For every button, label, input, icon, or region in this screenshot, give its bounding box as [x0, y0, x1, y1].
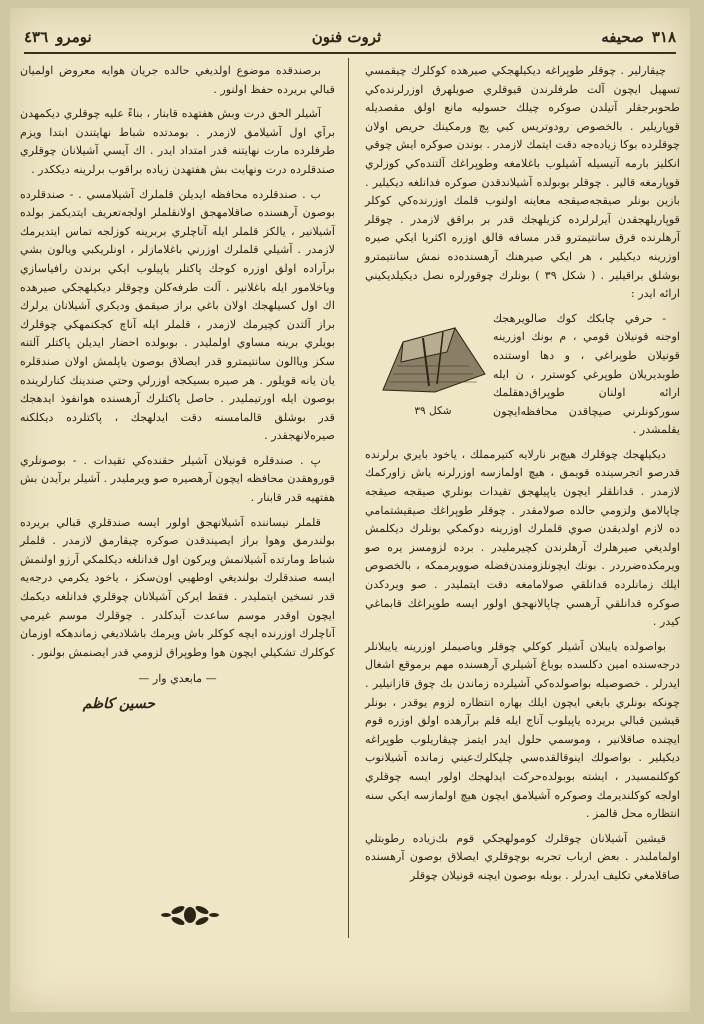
page-header — [24, 22, 676, 54]
page-label: صحيفه — [601, 28, 644, 46]
page-number: ٣١٨ — [651, 28, 676, 46]
paragraph: برصندقده موضوع اولديغي حالده جريان هوايه معروض اولميان قبالي بريرده حفظ اولنور . — [20, 64, 335, 96]
page-number-group — [601, 28, 676, 46]
issue-label: نومرو — [56, 28, 92, 46]
paragraph: قيشين آشيلانان چوقلرك كومولهجكي قوم بك‌زياده رطوبتلي اولماملبدر . بعض ارباب تجربه بوچوقلري ايصلاق بوصون آرهسنده صاقلامغي تكليف ايدرلر . بوبله بوصون ايچنه قونيلان چوقلر — [365, 831, 680, 882]
paragraph: چيقارلير . چوقلر طوپراغه ديكيلهجكي صيرهده كوكلرك چيقمسي تسهيل ايچون آلت طرفلرندن قيوقلري صويلهرق اوزرلرنده‌كي طحوبرجقلر آتيلدن صوكره چيلك حسوليه مانع اولق مقصديله قوپاريلير . بالخصوص رودوتريس كبي پچ ورمكينك حريص اولان چوقلرده بوكا زياده‌جه دقت ايتمك لازمدر . بوندن صوكره ايش چوقي انكليز بارمه آتيسيله آشيلوب باغلامغه وطوپراغك آلتنده‌كي كوزلري قوپارمغه قالير . چوقلر بوبولده آشيلاندقدن صوكره فدانلغه ديكيلير . بازين بونلر صيقجه‌صيقجه معاينه اولنوب قلمك اوزرنده‌كي كوكلر قوپاريلهجقدن آيرلرلرده كزيلهجك قدر بر براقق لازمدر . چوقلر آرهلرنده فرق سانتيمترو قدر مسافه قالق اوزره اكثريا ايكي صيره اوزرينه ديكيلير ، هر ايكي صيرهنك آرهسنده‌ده نمش سانتيمترو بوشلق براقيلير . ( شكل ٣٩ ) بونلرك چوقورلره نصل ديكيلديكيني ارائه ايدر : — [365, 64, 680, 301]
paragraph: - حرفي چابكك كوك صالويرهجك اوجنه قونيلان قومي ، م بونك اوزرينه قونيلان طوپراغي ، و دها اوستنده طوبديريلان طوپرغي كوسترر ، ن ايله ارائه اولنان طوپراق‌دهقلمك سوركونلرني صيچاقدن محافظه‌ايچون يقلمشدر . — [493, 311, 680, 437]
figure-39 — [373, 314, 493, 418]
issue-group — [24, 28, 92, 46]
continued-note: — مابعدي وار — — [138, 672, 217, 686]
figure-caption: شكل ٣٩ — [414, 405, 452, 418]
journal-title: ثروت فنون — [311, 28, 382, 46]
paragraph: آشيلر الحق درت وبش هفتهده قابنار ، بناءً عليه چوقلري ديكمهدن برآي اول آشيلامق لازمدر . بومدتده شباط نهايتندن ابتدا ويزم طرفلرده مارت نهايتنه قدر امتداد ايدر . اك آيسي آشيلانان چوقلري صندقلرده درت ونهايت بش هفتهدن زياده براقوب برلرينه ديككدر . — [20, 107, 335, 176]
column-divider — [348, 58, 349, 938]
left-column — [20, 62, 335, 714]
grafting-diagram-icon — [373, 314, 493, 396]
author-signature: حسين كاظم — [82, 696, 155, 712]
paragraph: ب . صندقلرده محافظه ايديلن قلملرك آشيلامسي . - صندقلرده بوصون آرهسنده صاقلامهجق اولانقلملر اولجه‌تعريف ايتديكمز بولده آشيلانير ، يالكز قلملر ايله آناچلري بربرينه كوزلجه تماس ايتديرمك لازمدر . آشيلي قلملرك اوزرني باغلامازلر ، اونلريكبي ويالون بشي برآراده اولق اوزره كوجك پاكتلر ياپيلوب ايكي برندن رافياسازي وياخلامور ايله باغلانير . آلت طرفه‌كلن وچوقلر ديكيلهجكي صيرهده اك اول كسيلهجك اولان باغي براز صيقمق وديكري آشيلانان يرلرك براز آلتدن كچيرمك لازمدر ، قلملر ايله آناچ كجكنمهكي چوقلرك بويلري برينه مساوي اولمليدر . بوبولده احضار ايديلن پاكتلر آلتنه سكز وياالون سانتيمترو قدر ايصلاق بوصون ياپلمش اولان صندقلره يان يانه قويلور . هر صيره بسيكجه اوزرلي وحتي صندينك كنارلرينده بوصون ايله اورتيمليدر . حاصل پاكتلرك آرهسنده هوانفوذ ايدهجك قدر بوشلق قالمامسنه دقت ايدلهجك ، پاكتلرده ديكلكنه صيره‌لانهجقدر . — [20, 187, 335, 443]
paragraph: بواصولده يايبلان آشيلر كوكلي چوقلر وياصيملر اوزرينه يايبلانلر درجه‌سنده امين دكلسده بوباغ آشيلري آرهسنده مهم برموقع اشغال ايدرلر . خصوصيله بواصولده‌كي آشيلرده زماندن بك چوق قازانيلير . چونكه بونلري بايغي ايچون ايلك بهاره انتظاره لزوم يوقدر ، بونلر قيشين قبالي بريرده ياپيلوب آناج ايله قلم برآرهده اولق اوزره قوم ايچنده صاقلانير ، وموسمي حلول ايدر ايتمز چيقاريلوب طوپراغه ديكيلير . بواصولك اينوقالقده‌سي چليكلرك‌عيني زمانده آشيلانوب كوكلنمسيدر ، ايشته بوبولده‌حركت ايدلهجك اولور ايسه چوقلري اولجه كوكلنديرمك وصوكره آشيلامق ايچون هيچ اولمازسه ايكي سنه انتظاره محل قالمز . — [365, 639, 680, 821]
right-column — [365, 62, 680, 892]
floral-ornament-icon — [160, 898, 220, 932]
journal-page — [10, 8, 690, 1012]
issue-number: ٤٣٦ — [24, 28, 49, 46]
paragraph: قلملر نيساننده آشيلانهجق اولور ايسه صندقلري قبالي بريرده بولندرمق وهوا براز ايصيندقدن صوكره چيقارمق لازمدر . قلملر شباط ومارتده آشيلانمش ويركون اول فدانلغه ديكلمكي آرزو اولنمش ايسه صندقلرك بولنديغي اوطهيي اون‌سكز ، ياخود يكرمي درجه‌يه قدر تسخين ايتمليدر . فقط ايركن آشيلانان چوقلري فدانلغه ديكمك ايچون اوقدر موسم ساعدت آيدكلدر . چوقلرك موسم غيرمي آناچلرك اوزرنده ايچه كوكلر باش ويرمك باشلاديغي زماندهكه اوزمان كوكلرك تشكيلي ايچون هوا وطوپراق لزومي قدر ايصنمش بولنور . — [20, 515, 335, 659]
paragraph: ديكيلهجك چوقلرك هيچ‌بر نارلايه كتيرمملك ، ياخود بايري برلرنده قدرصو اتجرسينده قويمق ، هيچ اولمازسه اوزرلرنه ياش زاوركمك لازمدر . قدانلقلر ايچون ياپيلهجق تقيدات بونلري صيقجه صيقجه چاپالامق ولزومي حالده صولامقدر . چوقلر طوپراغك صيقيشتمامي ده لازم اولديقدن صوي قلملرك اوزرينه دوكمكي بونلرك ديكلمش اولديغي صيرهلرك آرهلرندن كچيرمليدر . برده لزومسز يره صو ويرمكده‌ضرردر . بونك ايچونلزومندن‌فضله صوويرممكه ، بالخصوص ايلك زمانلرده قدانلقي صولامامغه دقت ايتمليدر . صو ويردكدن صوكره قدانلقي آرهسي چاپالانهجق اولور ايسه طوپراغك قابماغي كيدر . — [365, 447, 680, 629]
paragraph: پ . صندقلره قونيلان آشيلر حقنده‌كي تقيدات . - بوصونلري قوروهقدن محافظه ايچون آرهصيره صو ويرمليدر . آشيلر برآيدن بش هفتهيه قدر قابنار . — [20, 453, 335, 505]
